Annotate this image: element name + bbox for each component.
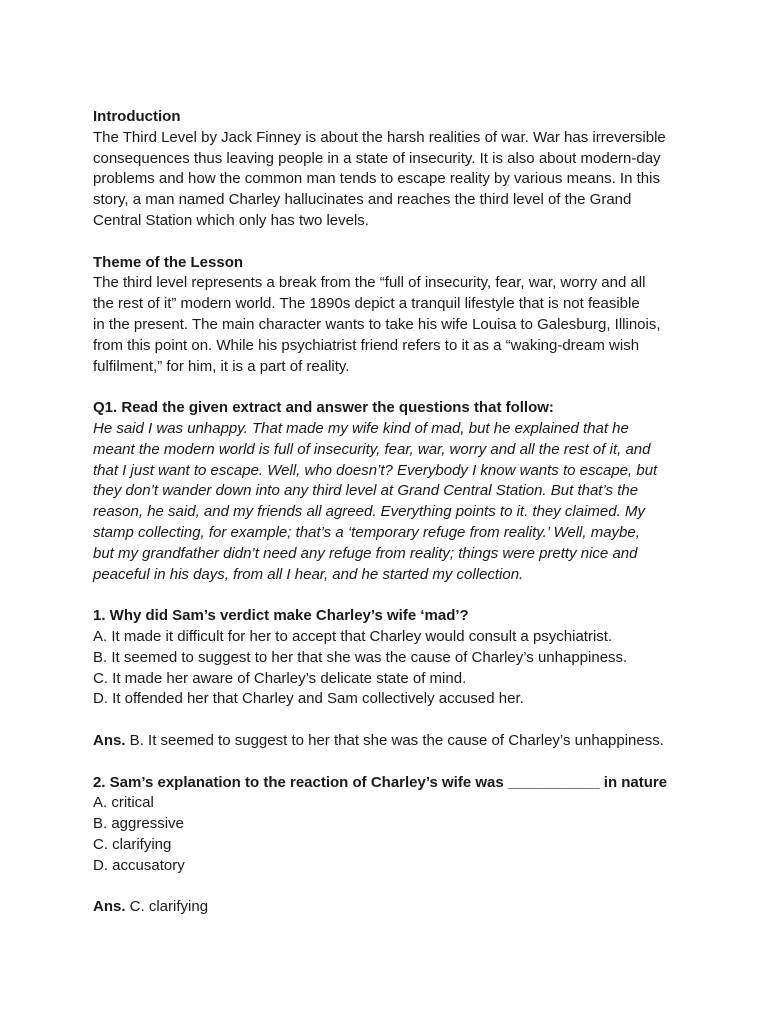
theme-heading: Theme of the Lesson bbox=[93, 253, 244, 271]
introduction-line: Central Station which only has two levels. bbox=[93, 211, 369, 229]
question-2-text: 2. Sam’s explanation to the reaction of Charley’s wife was ___________ in nature bbox=[93, 773, 668, 791]
question-1 bbox=[93, 606, 728, 752]
option-a: A. It made it difficult for her to accept that Charley would consult a psychiatrist. bbox=[93, 627, 613, 645]
option-a: A. critical bbox=[93, 794, 154, 812]
introduction-section bbox=[93, 107, 728, 232]
answer-label: Ans. bbox=[93, 898, 126, 916]
question-1-text: 1. Why did Sam’s verdict make Charley’s wife ‘mad’? bbox=[93, 607, 469, 625]
spacer bbox=[93, 876, 728, 897]
theme-line: in the present. The main character wants to take his wife Louisa to Galesburg, Illinois, bbox=[93, 315, 661, 333]
introduction-line: The Third Level by Jack Finney is about the harsh realities of war. War has irreversible bbox=[93, 128, 666, 146]
extract-line: stamp collecting, for example; that’s a ‘temporary refuge from reality.’ Well, maybe, bbox=[93, 523, 640, 541]
spacer bbox=[93, 752, 728, 773]
theme-line: the rest of it” modern world. The 1890s depict a tranquil lifestyle that is not feasible bbox=[93, 295, 640, 313]
spacer bbox=[93, 232, 728, 253]
extract-line: He said I was unhappy. That made my wife kind of mad, but he explained that he bbox=[93, 419, 629, 437]
theme-line: from this point on. While his psychiatrist friend refers to it as a “waking-dream wish bbox=[93, 336, 640, 354]
answer-text: B. It seemed to suggest to her that she was the cause of Charley’s unhappiness. bbox=[125, 731, 664, 749]
introduction-heading: Introduction bbox=[93, 108, 181, 125]
introduction-line: problems and how the common man tends to escape reality by various means. In this bbox=[93, 170, 660, 188]
q1-heading: Q1. Read the given extract and answer the questions that follow: bbox=[93, 399, 554, 417]
theme-line: fulfilment,” for him, it is a part of reality. bbox=[93, 357, 350, 375]
extract-line: but my grandfather didn’t need any refuge from reality; things were pretty nice and bbox=[93, 544, 638, 562]
extract-line: that I just want to escape. Well, who doesn’t? Everybody I know wants to escape, but bbox=[93, 461, 658, 479]
spacer bbox=[93, 585, 728, 606]
q1-section bbox=[93, 398, 728, 585]
spacer bbox=[93, 377, 728, 398]
answer-1 bbox=[93, 731, 728, 752]
introduction-line: consequences thus leaving people in a state of insecurity. It is also about modern-day bbox=[93, 149, 661, 167]
theme-section bbox=[93, 253, 728, 378]
question-2 bbox=[93, 773, 728, 919]
option-c: C. It made her aware of Charley’s delicate state of mind. bbox=[93, 669, 467, 687]
extract-line: reason, he said, and my friends all agreed. Everything points to it. they claimed. My bbox=[93, 503, 645, 521]
theme-line: The third level represents a break from the “full of insecurity, fear, war, worry and all bbox=[93, 274, 646, 292]
extract-line: peaceful in his days, from all I hear, and he started my collection. bbox=[93, 565, 524, 583]
answer-text: C. clarifying bbox=[125, 898, 209, 916]
option-c: C. clarifying bbox=[93, 835, 172, 853]
option-b: B. aggressive bbox=[93, 815, 184, 833]
extract-line: meant the modern world is full of insecurity, fear, war, worry and all the rest of it, and bbox=[93, 440, 651, 458]
introduction-line: story, a man named Charley hallucinates and reaches the third level of the Grand bbox=[93, 191, 632, 209]
spacer bbox=[93, 710, 728, 731]
answer-2 bbox=[93, 897, 728, 918]
option-b: B. It seemed to suggest to her that she was the cause of Charley’s unhappiness. bbox=[93, 648, 628, 666]
option-d: D. It offended her that Charley and Sam collectively accused her. bbox=[93, 690, 524, 708]
option-d: D. accusatory bbox=[93, 856, 185, 874]
extract-line: they don’t wander down into any third level at Grand Central Station. But that’s the bbox=[93, 482, 639, 500]
answer-label: Ans. bbox=[93, 731, 126, 749]
